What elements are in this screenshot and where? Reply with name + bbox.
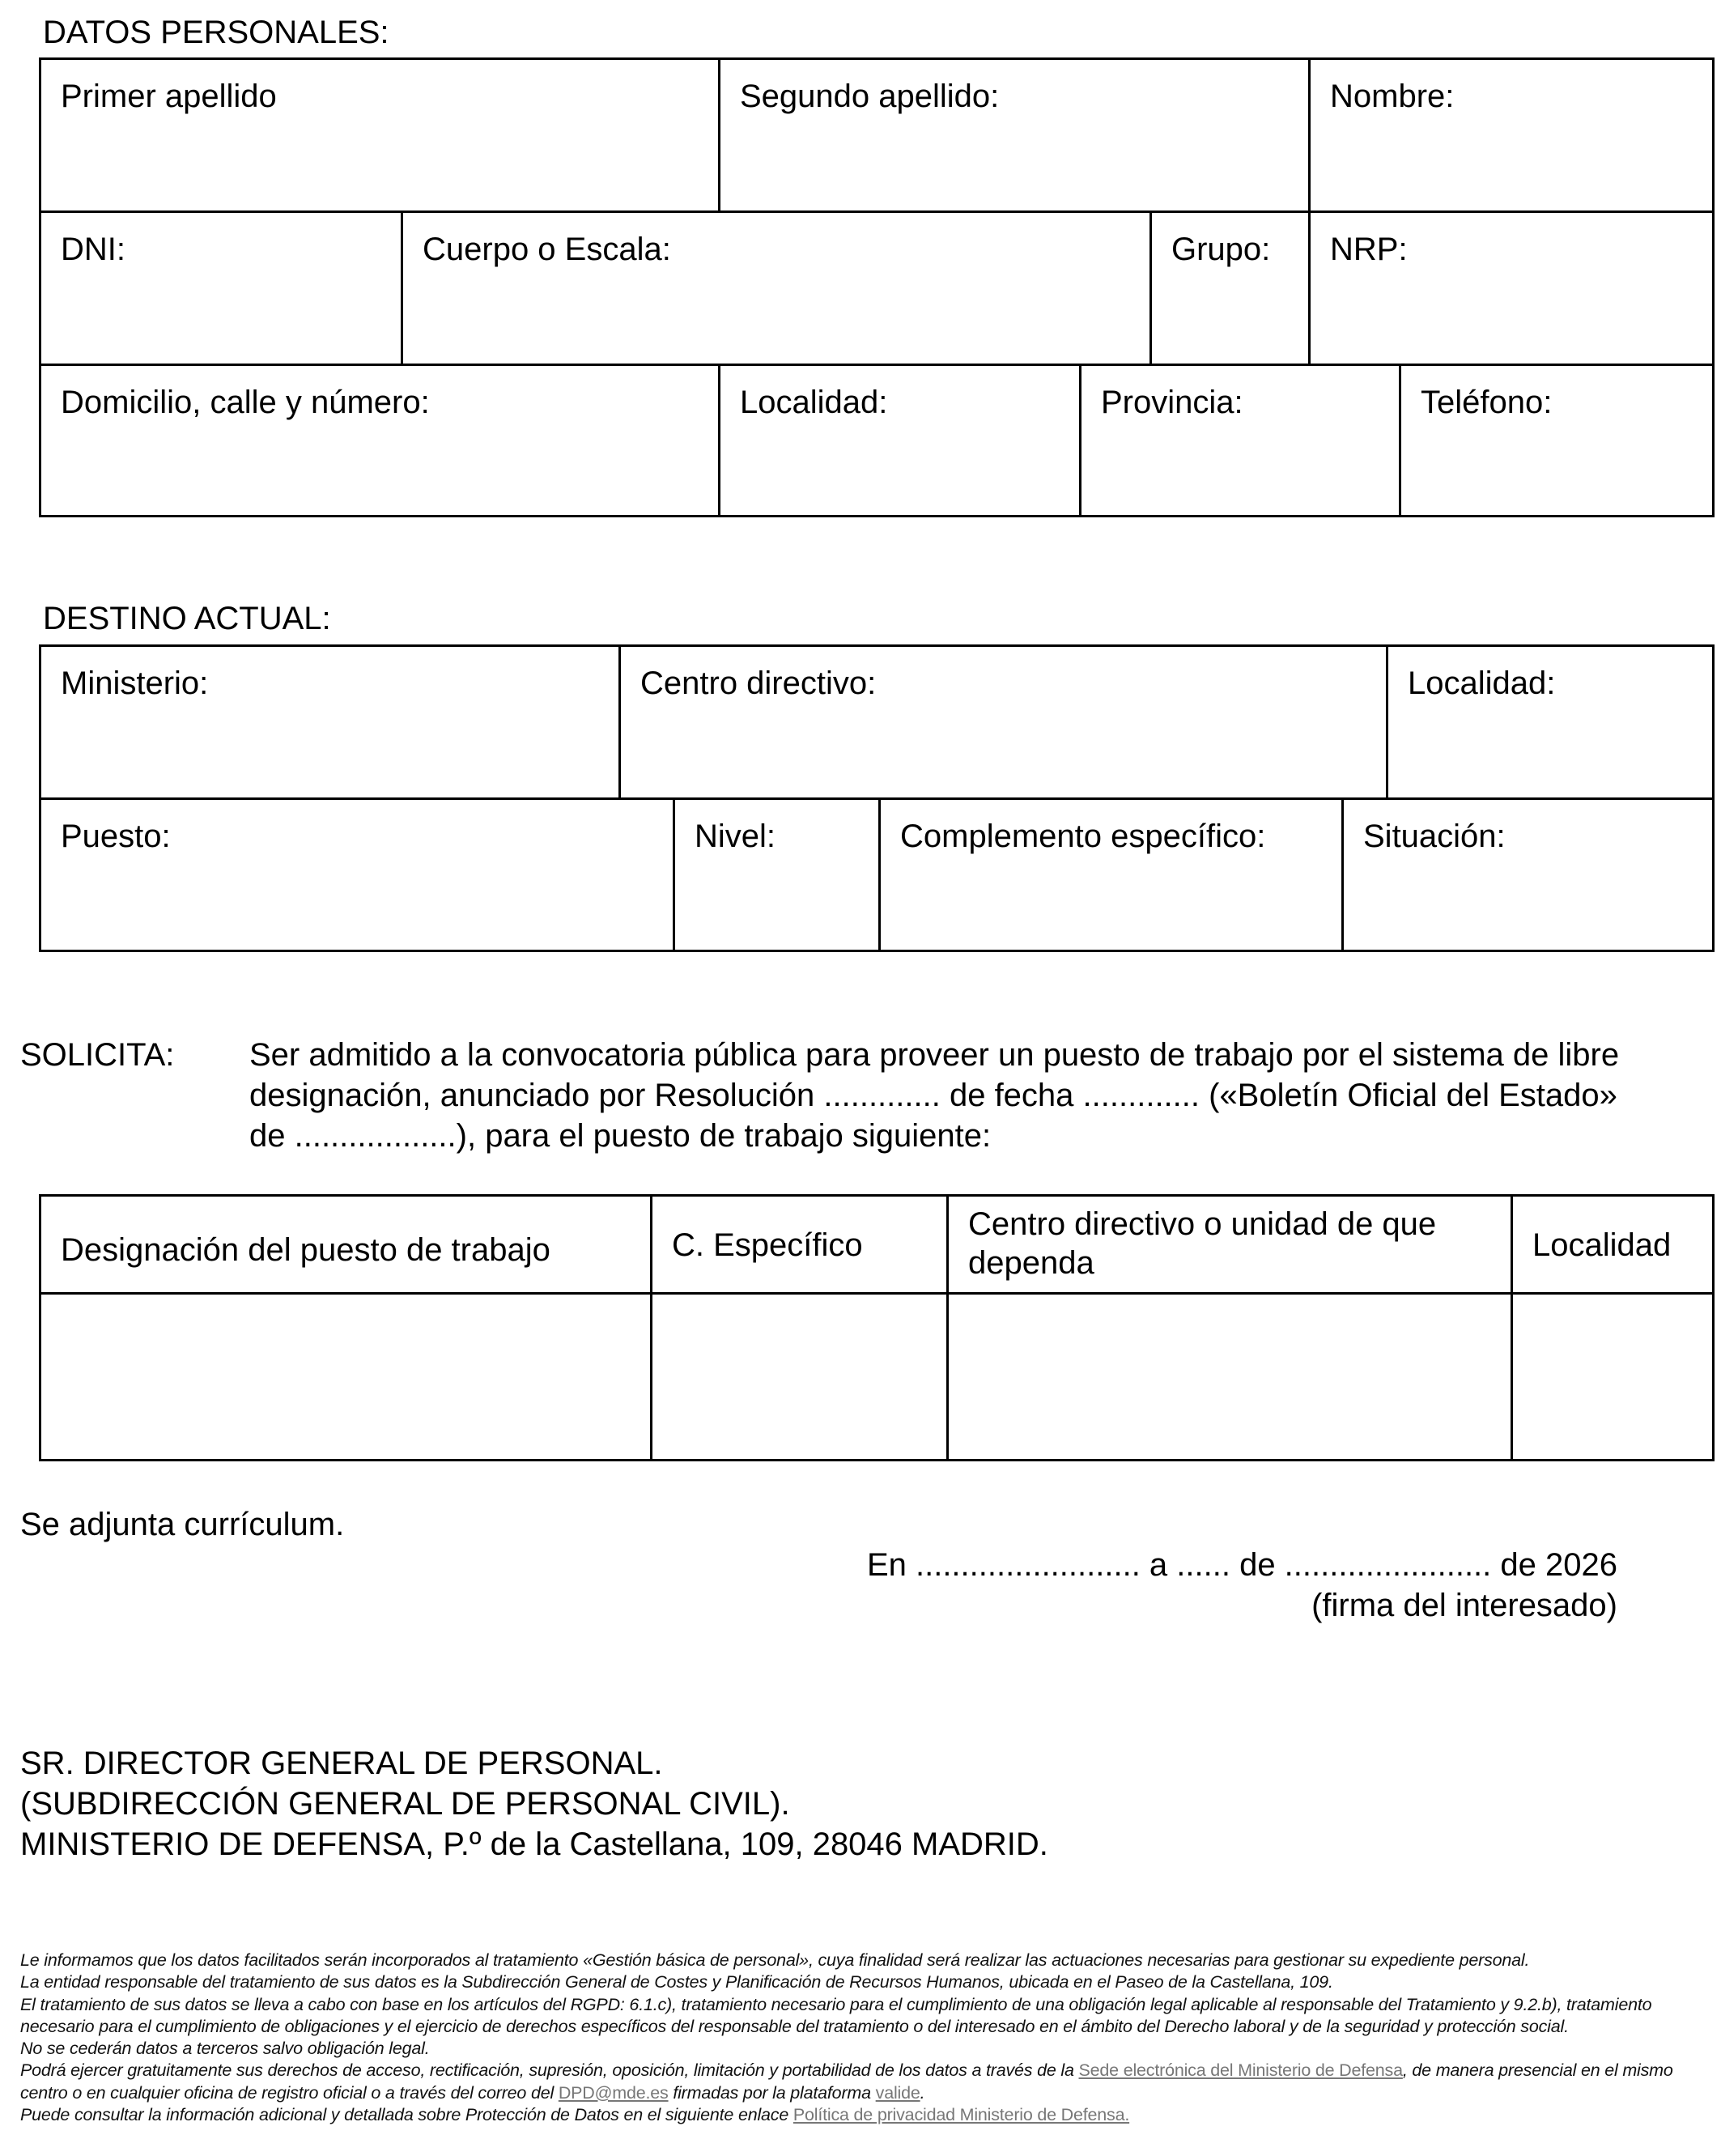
field-nrp[interactable] — [1311, 213, 1715, 366]
table-header-c-especifico — [652, 1197, 949, 1295]
current-post-table — [39, 644, 1715, 952]
field-provincia[interactable] — [1081, 366, 1401, 517]
privacy-text: firmadas por la plataforma — [668, 2082, 876, 2103]
signature-block — [867, 1545, 1617, 1626]
table-cell-centro-directivo[interactable] — [949, 1295, 1513, 1461]
privacy-text: , de manera presencial en el mismo centro o en cualquier oficina de registro oficial o a través del correo del — [20, 2060, 1673, 2103]
privacy-p2: La entidad responsable del tratamiento de sus datos es la Subdirección General de Costes y Planificación de Recursos Humanos, ubicada en el Paseo de la Castellana, 109. — [20, 1972, 1333, 1992]
field-primer-apellido[interactable] — [41, 60, 720, 213]
field-label: Localidad: — [740, 385, 888, 420]
field-label: Centro directivo: — [640, 666, 877, 701]
privacy-p3: El tratamiento de sus datos se lleva a cabo con base en los artículos del RGPD: 6.1.c), tratamiento necesario para el cumplimiento de una obligación legal aplicable al responsable del Tratamiento y 9.2.b), tratamiento necesario para el cumplimiento de obligaciones y el ejercicio de derechos específicos del responsable del tratamiento o del interesado en el ámbito del Derecho laboral y de la seguridad y protección social. — [20, 1994, 1652, 2036]
header-label: C. Específico — [672, 1227, 863, 1263]
table-header-centro-directivo — [949, 1197, 1513, 1295]
section-title-personal-data: DATOS PERSONALES: — [43, 15, 389, 50]
sede-electronica-link[interactable]: Sede electrónica del Ministerio de Defensa — [1078, 2060, 1403, 2081]
section-title-current-post: DESTINO ACTUAL: — [43, 601, 331, 636]
field-label: Teléfono: — [1421, 385, 1553, 420]
privacy-p6 — [20, 2104, 1704, 2126]
field-label: Nombre: — [1330, 79, 1455, 114]
dpd-email-link[interactable]: DPD@mde.es — [558, 2082, 669, 2103]
header-label: Localidad — [1532, 1227, 1672, 1263]
field-situacion[interactable] — [1344, 800, 1715, 952]
field-localidad[interactable] — [720, 366, 1081, 517]
field-label: Grupo: — [1171, 232, 1271, 267]
field-complemento-especifico[interactable] — [881, 800, 1344, 952]
privacy-notice — [20, 1950, 1704, 2126]
field-label: DNI: — [61, 232, 125, 267]
privacy-p1: Le informamos que los datos facilitados serán incorporados al tratamiento «Gestión básica de personal», cuya finalidad será realizar las actuaciones necesarias para gestionar su expediente personal. — [20, 1950, 1530, 1970]
privacy-text: Podrá ejercer gratuitamente sus derechos de acceso, rectificación, supresión, oposición, limitación y portabilidad de los datos a través de la — [20, 2060, 1079, 2081]
privacy-p5 — [20, 2060, 1704, 2104]
field-centro-directivo[interactable] — [621, 647, 1388, 800]
field-label: NRP: — [1330, 232, 1408, 267]
addressee-line-2: (SUBDIRECCIÓN GENERAL DE PERSONAL CIVIL). — [20, 1786, 790, 1822]
request-line-3: de ..................), para el puesto de trabajo siguiente: — [249, 1118, 992, 1154]
header-label: Designación del puesto de trabajo — [61, 1232, 550, 1268]
field-label: Provincia: — [1101, 385, 1243, 420]
personal-data-table — [39, 57, 1715, 517]
field-label: Puesto: — [61, 819, 171, 854]
table-header-localidad — [1513, 1197, 1715, 1295]
table-cell-localidad[interactable] — [1513, 1295, 1715, 1461]
request-text — [249, 1035, 1619, 1156]
valide-link[interactable]: valide — [875, 2082, 920, 2103]
field-label: Primer apellido — [61, 79, 277, 114]
request-line-1: Ser admitido a la convocatoria pública para proveer un puesto de trabajo por el sistema de libre — [249, 1037, 1620, 1073]
job-table — [39, 1194, 1715, 1461]
field-label: Nivel: — [695, 819, 776, 854]
field-label: Localidad: — [1408, 666, 1556, 701]
signature-signer: (firma del interesado) — [1311, 1588, 1617, 1623]
privacy-text: Puede consultar la información adicional y detallada sobre Protección de Datos en el siguiente enlace — [20, 2105, 793, 2125]
field-destino-localidad[interactable] — [1388, 647, 1715, 800]
addressee-line-1: SR. DIRECTOR GENERAL DE PERSONAL. — [20, 1746, 663, 1781]
privacy-policy-link[interactable]: Política de privacidad Ministerio de Defensa. — [793, 2105, 1130, 2125]
header-label: Centro directivo o unidad de que dependa — [968, 1206, 1437, 1281]
table-header-designacion — [41, 1197, 652, 1295]
attachment-note: Se adjunta currículum. — [20, 1507, 345, 1542]
table-cell-designacion[interactable] — [41, 1295, 652, 1461]
field-label: Ministerio: — [61, 666, 209, 701]
field-nivel[interactable] — [675, 800, 881, 952]
field-domicilio[interactable] — [41, 366, 720, 517]
table-cell-c-especifico[interactable] — [652, 1295, 949, 1461]
request-line-2: designación, anunciado por Resolución ............. de fecha ............. («Boletín Oficial del Estado» — [249, 1078, 1617, 1113]
field-label: Domicilio, calle y número: — [61, 385, 430, 420]
field-dni[interactable] — [41, 213, 403, 366]
field-cuerpo-escala[interactable] — [403, 213, 1152, 366]
field-label: Complemento específico: — [900, 819, 1266, 854]
signature-place-date: En ......................... a ...... de ....................... de 2026 — [866, 1547, 1617, 1583]
field-label: Cuerpo o Escala: — [423, 232, 671, 267]
privacy-p4: No se cederán datos a terceros salvo obligación legal. — [20, 2039, 430, 2059]
addressee-block — [20, 1743, 1048, 1865]
field-puesto[interactable] — [41, 800, 675, 952]
addressee-line-3: MINISTERIO DE DEFENSA, P.º de la Castellana, 109, 28046 MADRID. — [20, 1826, 1048, 1862]
field-telefono[interactable] — [1401, 366, 1715, 517]
field-label: Segundo apellido: — [740, 79, 1000, 114]
field-grupo[interactable] — [1152, 213, 1311, 366]
field-label: Situación: — [1363, 819, 1506, 854]
privacy-text: . — [920, 2082, 925, 2103]
request-label: SOLICITA: — [20, 1037, 175, 1073]
field-segundo-apellido[interactable] — [720, 60, 1311, 213]
field-ministerio[interactable] — [41, 647, 621, 800]
field-nombre[interactable] — [1311, 60, 1715, 213]
